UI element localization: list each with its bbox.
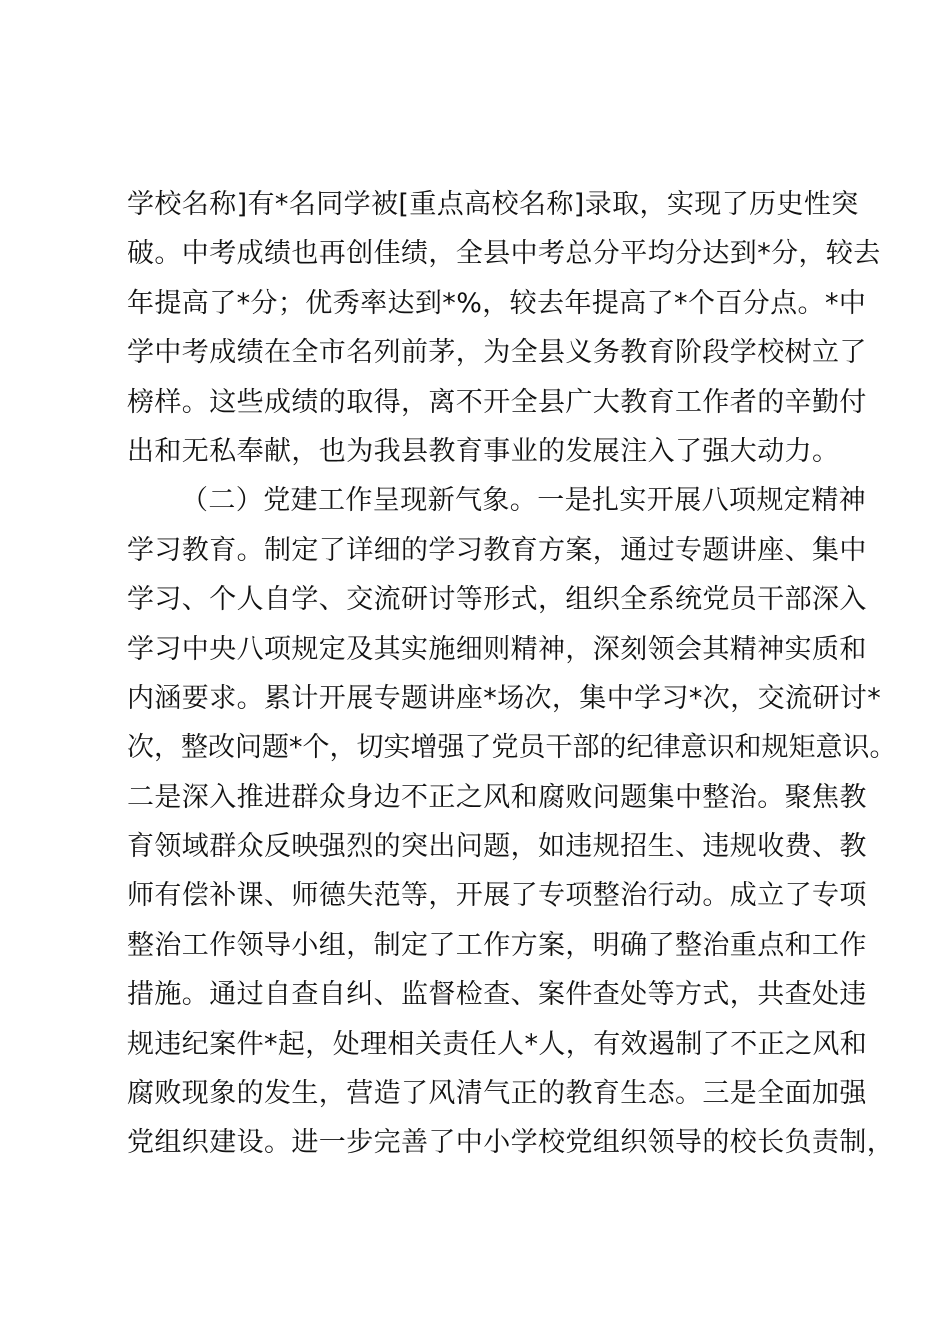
text-line: 腐败现象的发生，营造了风清气正的教育生态。三是全面加强 [127,1078,867,1110]
text-line: 学习、个人自学、交流研讨等形式，组织全系统党员干部深入 [127,584,867,616]
text-line: 年提高了*分；优秀率达到*%，较去年提高了*个百分点。*中 [127,287,867,319]
text-line: 出和无私奉献，也为我县教育事业的发展注入了强大动力。 [127,435,840,467]
text-line: 学习中央八项规定及其实施细则精神，深刻领会其精神实质和 [127,633,867,665]
text-line: 学中考成绩在全市名列前茅，为全县义务教育阶段学校树立了 [127,337,867,369]
text-line: （二）党建工作呈现新气象。一是扎实开展八项规定精神 [181,485,866,517]
text-line: 学校名称]有*名同学被[重点高校名称]录取，实现了历史性突 [127,189,859,220]
text-line: 育领域群众反映强烈的突出问题，如违规招生、违规收费、教 [127,831,867,863]
text-line: 整治工作领导小组，制定了工作方案，明确了整治重点和工作 [127,929,867,961]
text-line: 师有偿补课、师德失范等，开展了专项整治行动。成立了专项 [127,880,867,912]
text-line: 二是深入推进群众身边不正之风和腐败问题集中整治。聚焦教 [127,781,867,813]
text-line: 措施。通过自查自纠、监督检查、案件查处等方式，共查处违 [127,979,867,1011]
text-line: 破。中考成绩也再创佳绩，全县中考总分平均分达到*分，较去 [127,238,881,270]
text-line: 内涵要求。累计开展专题讲座*场次，集中学习*次，交流研讨* [127,682,882,714]
text-line: 学习教育。制定了详细的学习教育方案，通过专题讲座、集中 [127,534,867,566]
text-line: 次，整改问题*个，切实增强了党员干部的纪律意识和规矩意识。 [127,732,897,764]
text-line: 榜样。这些成绩的取得，离不开全县广大教育工作者的辛勤付 [127,386,867,418]
body-text [127,180,897,1168]
text-line: 规违纪案件*起，处理相关责任人*人，有效遏制了不正之风和 [127,1028,868,1060]
text-line: 党组织建设。进一步完善了中小学校党组织领导的校长负责制， [127,1127,895,1159]
